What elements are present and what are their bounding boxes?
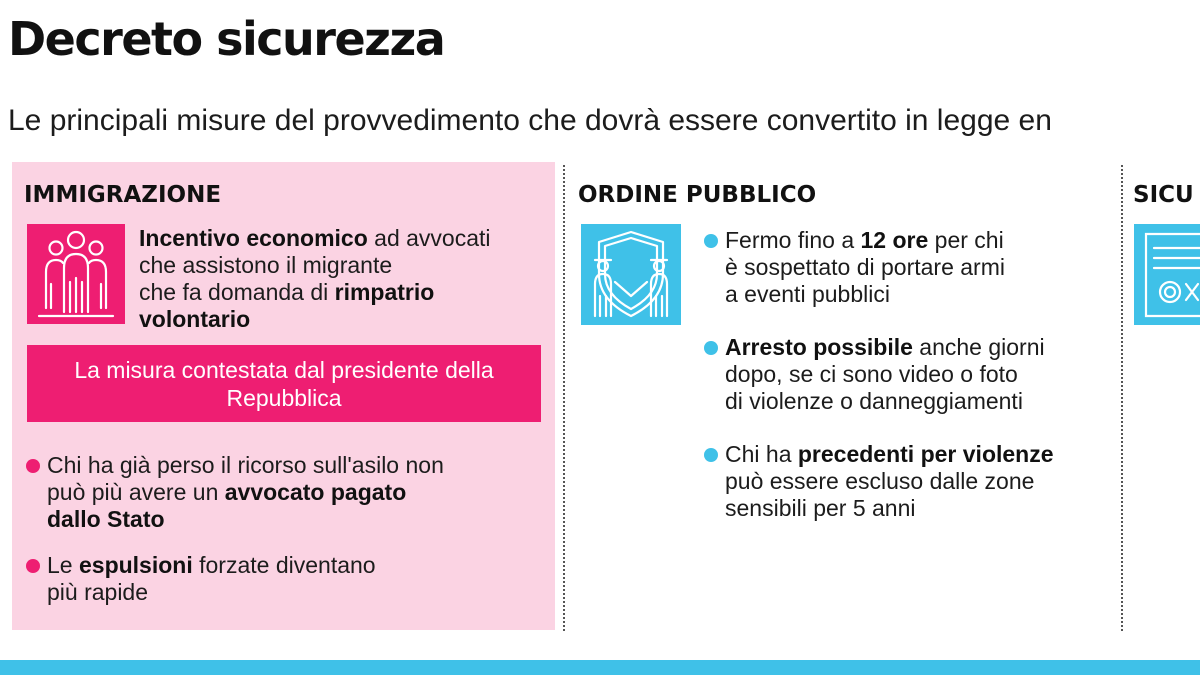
page-subtitle: Le principali misure del provvedimento che dovrà essere convertito in legge en bbox=[8, 104, 1052, 137]
group-of-people-icon bbox=[27, 224, 125, 324]
bullet-dot-icon bbox=[704, 448, 718, 462]
bullet-dot-icon bbox=[26, 559, 40, 573]
column-divider bbox=[1121, 165, 1123, 631]
bullet-dot-icon bbox=[26, 459, 40, 473]
sicurezza-title: SICU bbox=[1133, 182, 1194, 208]
immigrazione-intro: Incentivo economico ad avvocati che assistono il migrante che fa domanda di rimpatrio volontario bbox=[139, 225, 491, 332]
document-icon bbox=[1134, 224, 1200, 325]
immigrazione-title: IMMIGRAZIONE bbox=[24, 182, 222, 208]
bottom-accent-bar bbox=[0, 660, 1200, 675]
callout-text: La misura contestata dal presidente della Repubblica bbox=[74, 356, 494, 411]
ordine-pubblico-title: ORDINE PUBBLICO bbox=[578, 182, 817, 208]
column-divider bbox=[563, 165, 565, 631]
contested-measure-callout bbox=[27, 345, 541, 422]
police-shield-icon bbox=[581, 224, 681, 325]
bullet-dot-icon bbox=[704, 234, 718, 248]
page-title: Decreto sicurezza bbox=[8, 12, 445, 66]
bullet-dot-icon bbox=[704, 341, 718, 355]
